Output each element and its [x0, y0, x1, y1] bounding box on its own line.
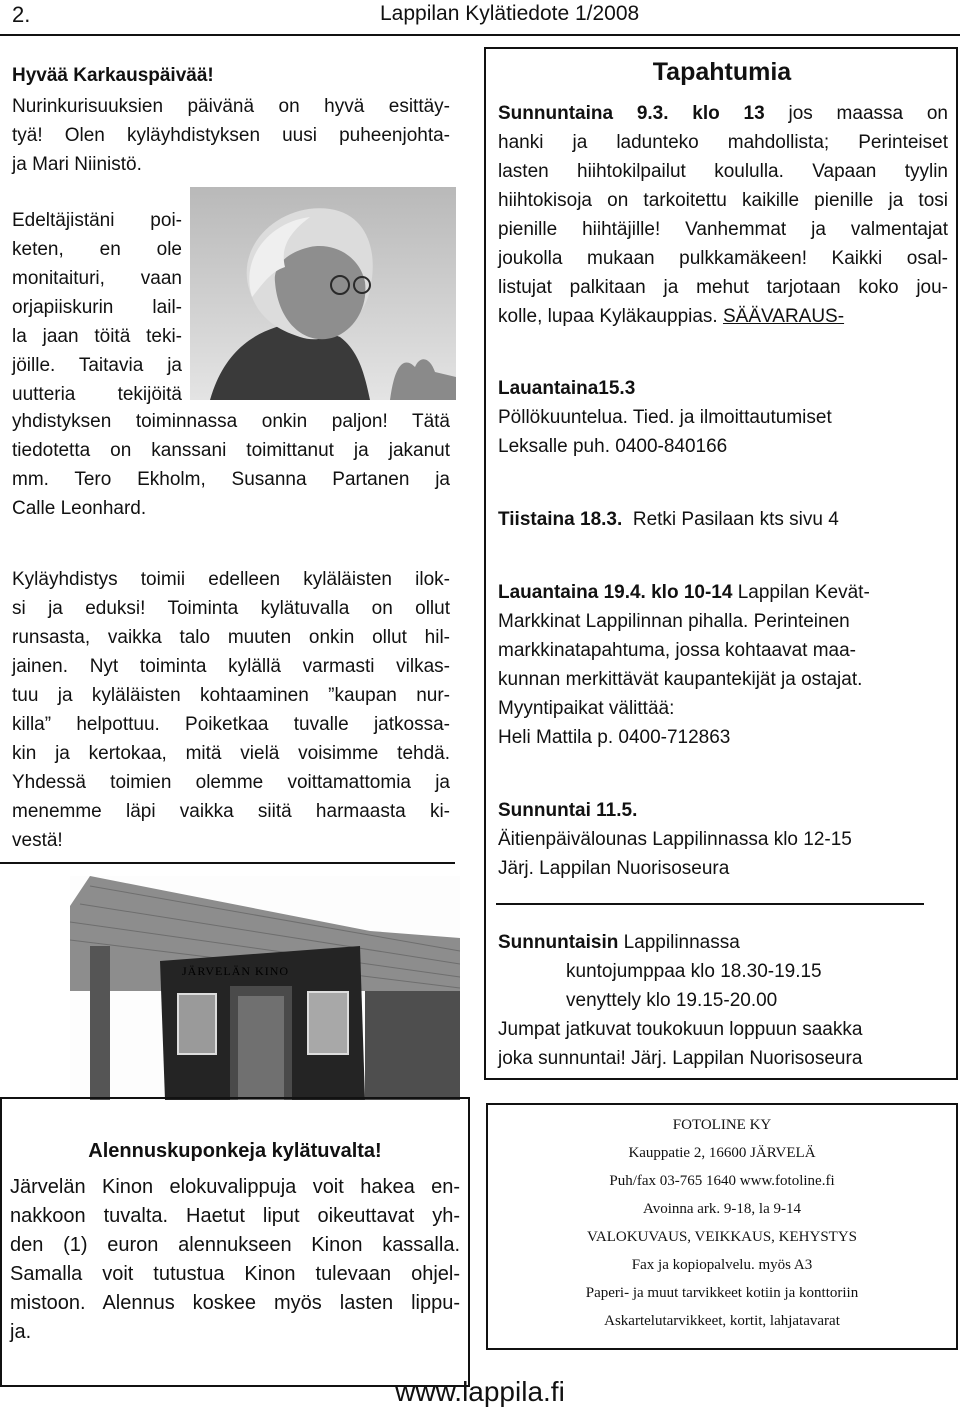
event-spring-market: [498, 578, 948, 752]
text-line: jainen. Nyt toiminta kylällä varmasti vilkas-: [12, 656, 450, 677]
text-line: la jaan töitä teki-: [12, 326, 182, 347]
text-line: si ja eduksi! Toiminta kylätuvalla on ollut: [12, 598, 450, 619]
text-line: Heli Mattila p. 0400-712863: [498, 727, 731, 748]
ad-company-name: FOTOLINE KY: [672, 1117, 772, 1133]
text-line: listujat palkitaan ja mehut tarjotaan koko jou-: [498, 277, 948, 298]
text-line: Jumpat jatkuvat toukokuun loppuun saakka: [498, 1019, 863, 1040]
text-line: kolle, lupaa Kyläkauppias.: [498, 306, 718, 327]
text-line: hiihtokisoja on tarkoitettu kaikille pienille ja tosi: [498, 190, 948, 211]
text-line: jos maassa on: [788, 103, 949, 124]
text-line: Järvelän Kinon elokuvalippuja voit hakea en-: [10, 1176, 460, 1198]
text-line: Pöllökuuntelua. Tied. ja ilmoittautumiset: [498, 407, 832, 428]
fotoline-ad: [486, 1103, 958, 1350]
text-line: ja Mari Niinistö.: [12, 154, 142, 175]
text-line: uutteria tekijöitä: [12, 384, 182, 405]
text-line: hanki ja ladunteko mahdollista; Perinteiset: [498, 132, 948, 153]
text-line: nakkoon tuvalta. Haetut liput oikeuttavat yh-: [10, 1205, 460, 1227]
text-line: Kyläyhdistys toimii edelleen kyläläisten ilok-: [12, 569, 450, 590]
text-line: Calle Leonhard.: [12, 498, 147, 519]
greeting-heading: Hyvää Karkauspäivää!: [12, 65, 214, 86]
text-line: venyttely klo 19.15-20.00: [566, 990, 778, 1011]
coupon-title: Alennuskuponkeja kylätuvalta!: [88, 1140, 382, 1162]
paragraph-after-photo: [12, 407, 450, 523]
text-line: pienille hiihtäjille! Vanhemmat ja valmentajat: [498, 219, 948, 240]
text-line: Edeltäjistäni poi-: [12, 210, 182, 231]
text-line: mm. Tero Ekholm, Susanna Partanen ja: [12, 469, 450, 490]
portrait-photo: [190, 187, 456, 400]
text-line: runsasta, vaikka talo muuten onkin ollut hil-: [12, 627, 450, 648]
text-line: monitaituri, vaan: [12, 268, 182, 289]
event-text: Retki Pasilaan kts sivu 4: [632, 509, 839, 530]
event-pasila-trip: [498, 505, 948, 534]
text-line: keten, en ole: [12, 239, 182, 260]
text-line: Järj. Lappilan Nuorisoseura: [498, 858, 730, 879]
cinema-sign: JÄRVELÄN KINO: [182, 964, 290, 978]
text-line: Markkinat Lappilinnan pihalla. Perinteinen: [498, 611, 850, 632]
text-line: jöille. Taitavia ja: [12, 355, 182, 376]
coupon-text: [10, 1173, 460, 1347]
event-ski-competition: [498, 99, 948, 331]
ad-copy-service: Fax ja kopiopalvelu. myös A3: [631, 1257, 813, 1273]
text-line: orjapiiskurin lail-: [12, 297, 182, 318]
event-date: Lauantaina15.3: [498, 378, 636, 399]
text-line: Äitienpäivälounas Lappilinnassa klo 12-15: [498, 829, 852, 850]
section-divider: [0, 862, 455, 864]
event-mothers-day-lunch: [498, 796, 948, 883]
ad-services: VALOKUVAUS, VEIKKAUS, KEHYSTYS: [586, 1229, 858, 1245]
text-line: yhdistyksen toiminnassa onkin paljon! Tätä: [12, 411, 450, 432]
event-date: Sunnuntaina 9.3. klo 13: [498, 103, 765, 124]
text-line: menemme läpi vaikka siitä harmaasta ki-: [12, 801, 450, 822]
intro-paragraph: [12, 92, 450, 179]
text-line: Nurinkurisuuksien päivänä on hyvä esittäy-: [12, 96, 450, 117]
event-sunday-gym: [498, 928, 948, 1073]
text-line: Samalla voit tutustua Kinon tulevaan ohjel-: [10, 1263, 460, 1285]
text-line: vestä!: [12, 830, 63, 851]
text-line: Yhdessä toimien olemme voittamattomia ja: [12, 772, 450, 793]
text-line: mistoon. Alennus koskee myös lasten lippu-: [10, 1292, 460, 1314]
text-line: tiedotetta on kanssani toimittanut ja jakanut: [12, 440, 450, 461]
event-date: Sunnuntaisin: [498, 932, 619, 953]
text-line: ja.: [10, 1321, 32, 1343]
text-line: kin ja kertokaa, mitä vielä voisimme tehdä.: [12, 743, 450, 764]
text-line: Lappilan Kevät-: [737, 582, 870, 603]
ad-crafts: Askartelutarvikkeet, kortit, lahjatavarat: [604, 1313, 840, 1329]
ad-address: Kauppatie 2, 16600 JÄRVELÄ: [628, 1145, 816, 1161]
event-date: Sunnuntai 11.5.: [498, 800, 638, 821]
text-line: tuu ja kyläläisten kohtaaminen ”kaupan nur-: [12, 685, 450, 706]
newsletter-title: Lappilan Kylätiedote 1/2008: [380, 2, 640, 25]
text-line: markkinatapahtuma, jossa kohtaavat maa-: [498, 640, 857, 661]
event-date: Lauantaina 19.4. klo 10-14: [498, 582, 733, 603]
paragraph-beside-photo: [12, 206, 182, 409]
text-line: joukolla mukaan pulkkamäkeen! Kaikki osal-: [498, 248, 948, 269]
text-line: lasten hiihtokilpailut koululla. Vapaan tyylin: [498, 161, 948, 182]
event-date: Tiistaina 18.3.: [498, 509, 623, 530]
event-place: Lappilinnassa: [623, 932, 740, 953]
text-line: killa” helpottuu. Poiketkaa tuvalle jatkossa-: [12, 714, 450, 735]
event-owl-listening: [498, 374, 948, 461]
text-line: tyä! Olen kyläyhdistyksen uusi puheenjohta-: [12, 125, 450, 146]
ad-hours: Avoinna ark. 9-18, la 9-14: [642, 1201, 801, 1217]
weather-reservation-link[interactable]: SÄÄVARAUS-: [722, 306, 845, 327]
text-line: kuntojumppaa klo 18.30-19.15: [566, 961, 822, 982]
header-rule: [0, 34, 960, 36]
text-line: kunnan merkittävät kaupantekijät ja ostajat.: [498, 669, 863, 690]
text-line: Myyntipaikat välittää:: [498, 698, 675, 719]
page-number: 2.: [12, 2, 31, 27]
ad-contact: Puh/fax 03-765 1640 www.fotoline.fi: [609, 1173, 835, 1189]
section-divider: [496, 903, 924, 905]
text-line: joka sunnuntai! Järj. Lappilan Nuorisoseura: [498, 1048, 863, 1069]
text-line: den (1) euron alennukseen Kinon kassalla.: [10, 1234, 460, 1256]
cinema-photo: [70, 876, 460, 1100]
events-title: Tapahtumia: [652, 58, 792, 86]
ad-supplies: Paperi- ja muut tarvikkeet kotiin ja konttoriin: [585, 1285, 859, 1301]
village-association-paragraph: [12, 565, 450, 855]
text-line: Leksalle puh. 0400-840166: [498, 436, 728, 457]
footer-url[interactable]: www.lappila.fi: [395, 1376, 565, 1407]
